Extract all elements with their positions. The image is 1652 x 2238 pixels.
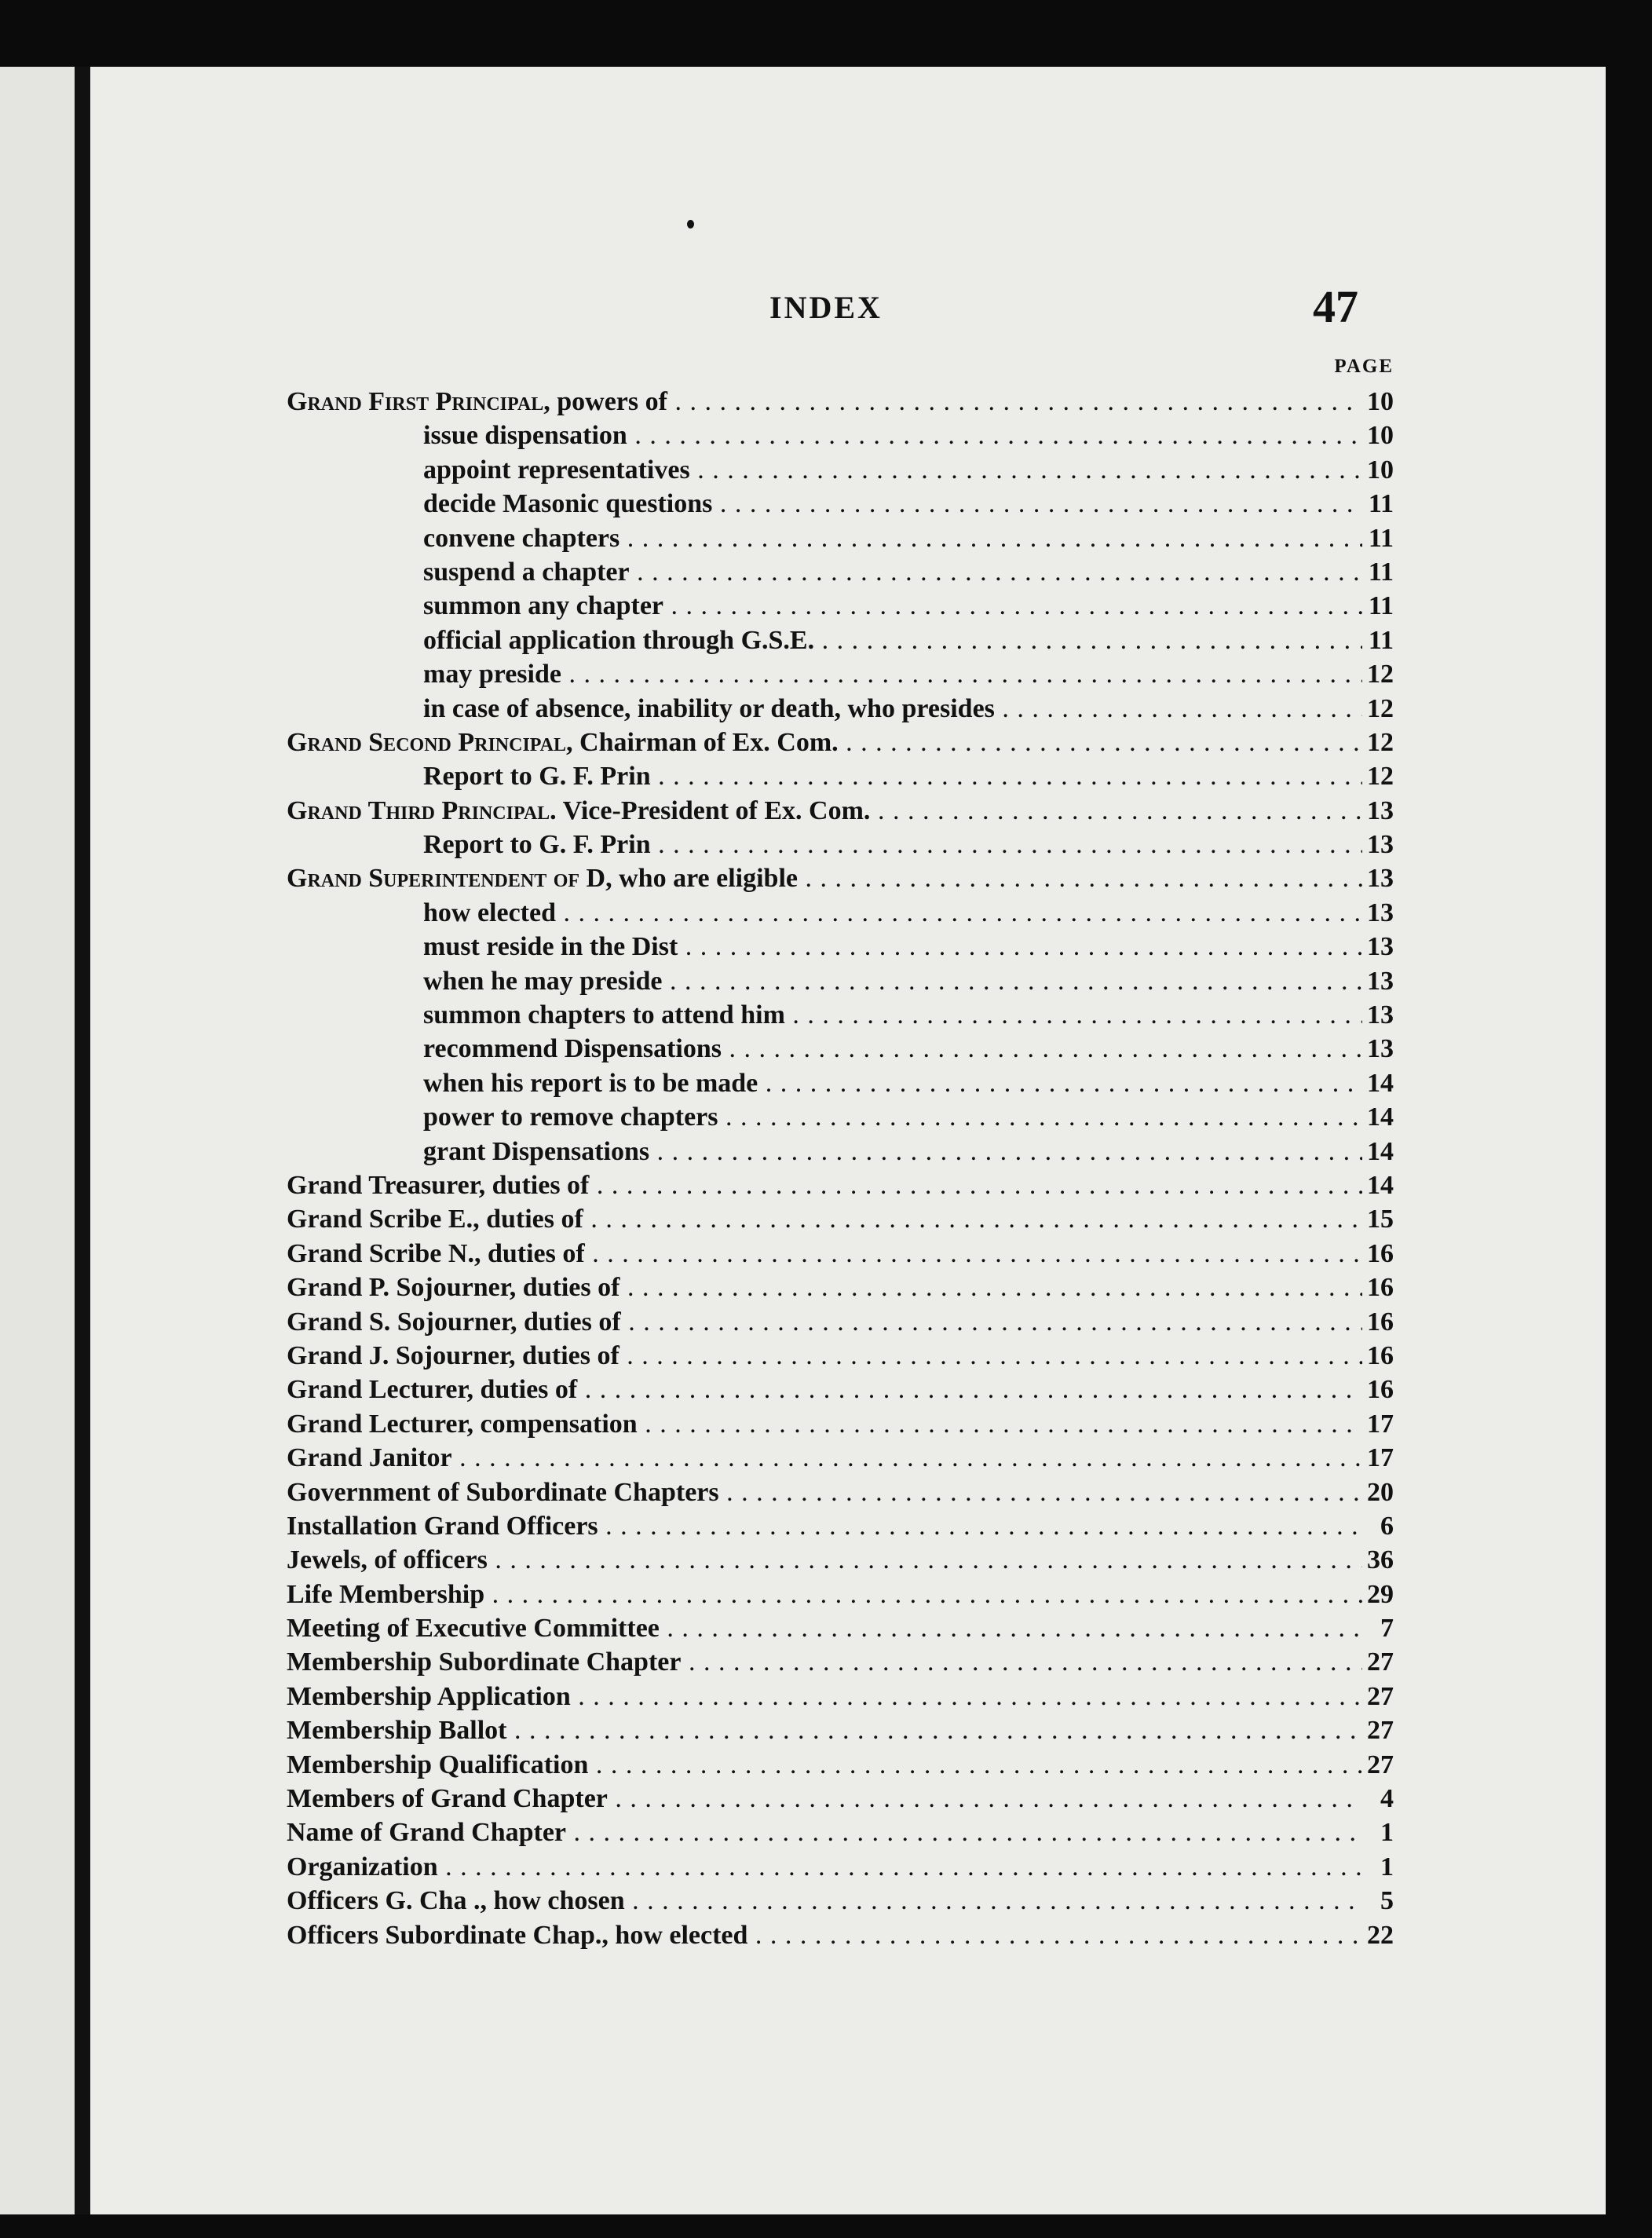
binding-shadow [75,67,90,2214]
index-entry [90,623,1606,657]
index-page-ref: 13 [1367,830,1394,860]
index-page-ref: 11 [1368,557,1394,587]
index-entry [90,1850,1606,1884]
index-page-ref: 11 [1368,625,1394,655]
facing-page-edge [0,67,75,2214]
index-page [90,67,1606,2214]
index-page-ref: 13 [1367,932,1394,962]
index-entry [90,930,1606,964]
index-entry-label: Grand P. Sojourner, duties of [287,1273,620,1303]
index-entry-label: Membership Application [287,1681,571,1711]
index-page-ref: 27 [1367,1681,1394,1711]
index-entry [90,1645,1606,1679]
index-page-ref: 11 [1368,489,1394,519]
index-subentry-text [423,692,1362,726]
index-subentry-text [423,419,1362,452]
index-entry [90,1305,1606,1339]
index-page-ref: 16 [1367,1340,1394,1370]
index-entry-text [287,794,1362,828]
index-entry [90,1509,1606,1543]
index-page-ref: 4 [1380,1784,1394,1814]
index-entry [90,794,1606,828]
index-heading: Grand Third Principal. [287,795,557,825]
index-entry-label: when his report is to be made [423,1068,758,1098]
index-entry [90,1066,1606,1100]
index-entry [90,555,1606,589]
index-entry-label: Name of Grand Chapter [287,1818,567,1848]
index-subentry-text [423,759,1362,793]
index-heading: Grand Superintendent of [287,864,580,894]
index-entry [90,453,1606,487]
index-entry-text [287,1339,1362,1373]
index-entry-label: Report to G. F. Prin [423,830,651,860]
index-entry-label: issue dispensation [423,421,627,451]
index-subentry-text [423,1032,1362,1066]
index-entry-label: Organization [287,1852,438,1881]
index-subentry-text [423,657,1362,691]
index-entry [90,521,1606,555]
ink-speck [687,220,694,229]
index-page-ref: 11 [1368,523,1394,553]
index-entry-text [287,861,1362,895]
index-entry-label: Membership Subordinate Chapter [287,1647,682,1677]
index-page-ref: 13 [1367,864,1394,894]
index-entry-label: how elected [423,898,557,927]
index-entry-text [287,1884,1362,1918]
index-entry-text [287,1782,1362,1816]
page-column-label: PAGE [1334,356,1394,377]
index-subentry-text [423,1066,1362,1100]
index-page-ref: 10 [1367,455,1394,485]
index-page-ref: 14 [1367,1136,1394,1166]
index-page-ref: 1 [1380,1852,1394,1881]
index-page-ref: 10 [1367,387,1394,416]
index-subentry-text [423,930,1362,964]
index-entry-label: Meeting of Executive Committee [287,1614,660,1644]
index-entry-text [287,1543,1362,1577]
index-page-ref: 12 [1367,762,1394,792]
index-entry-label: when he may preside [423,966,663,996]
index-subentry-text [423,1135,1362,1168]
index-entry-label: Members of Grand Chapter [287,1784,608,1814]
index-entry-label: Officers Subordinate Chap., how elected [287,1920,748,1950]
index-subentry-text [423,998,1362,1032]
index-entry [90,589,1606,623]
index-entry [90,1339,1606,1373]
index-entry-label: Grand Lecturer, duties of [287,1375,578,1405]
index-entry-text [287,1509,1362,1543]
index-entry-label: Jewels, of officers [287,1545,488,1575]
index-page-ref: 16 [1367,1375,1394,1405]
index-page-ref: 27 [1367,1716,1394,1746]
index-entry-label: Grand Scribe N., duties of [287,1238,585,1268]
index-page-ref: 22 [1367,1920,1394,1950]
index-entry-text [287,385,1362,419]
index-entry [90,1680,1606,1713]
index-entry-label: Report to G. F. Prin [423,762,651,792]
index-entry [90,1100,1606,1134]
index-entry-text [287,1305,1362,1339]
index-entry-label: Government of Subordinate Chapters [287,1477,719,1507]
index-entry-text [287,1168,1362,1202]
index-entry [90,1271,1606,1304]
index-entry-label: Grand S. Sojourner, duties of [287,1307,621,1337]
index-page-ref: 13 [1367,898,1394,927]
index-page-ref: 13 [1367,1034,1394,1064]
index-page-ref: 13 [1367,1000,1394,1030]
index-page-ref: 16 [1367,1238,1394,1268]
index-page-ref: 13 [1367,966,1394,996]
index-entry-label: Membership Qualification [287,1750,589,1779]
index-entry-label: convene chapters [423,523,620,553]
index-entry [90,896,1606,930]
index-page-ref: 1 [1380,1818,1394,1848]
index-entry-text [287,1713,1362,1747]
index-entry [90,964,1606,998]
index-entry-text [287,1816,1362,1849]
index-page-ref: 17 [1367,1443,1394,1473]
index-page-ref: 10 [1367,421,1394,451]
index-subentry-text [423,487,1362,521]
index-entry-label: summon chapters to attend him [423,1000,785,1030]
index-entry-label: D, who are eligible [579,864,799,894]
index-entry-label: power to remove chapters [423,1103,718,1132]
index-entry-label: summon any chapter [423,591,664,621]
index-entry [90,1918,1606,1952]
index-entry [90,1168,1606,1202]
index-page-ref: 16 [1367,1307,1394,1337]
index-page-ref: 27 [1367,1647,1394,1677]
index-entry-text [287,1578,1362,1611]
index-entry-label: Grand Janitor [287,1443,452,1473]
index-subentry-text [423,555,1362,589]
page-number: 47 [1313,281,1358,332]
index-subentry-text [423,896,1362,930]
index-entry-text [287,1407,1362,1441]
index-entry [90,828,1606,861]
index-entries [90,385,1606,1952]
index-entry-label: Grand Scribe E., duties of [287,1205,583,1234]
index-entry-label: Life Membership [287,1579,485,1609]
index-subentry-text [423,1100,1362,1134]
index-subentry-text [423,623,1362,657]
page-title: INDEX [769,290,883,325]
index-page-ref: 7 [1380,1614,1394,1644]
index-heading: Grand Second Principal, [287,727,573,757]
index-entry-label: recommend Dispensations [423,1034,722,1064]
index-entry [90,419,1606,452]
index-page-ref: 27 [1367,1750,1394,1779]
index-entry-text [287,1271,1362,1304]
index-subentry-text [423,964,1362,998]
index-page-ref: 11 [1368,591,1394,621]
index-page-ref: 29 [1367,1579,1394,1609]
index-entry [90,1816,1606,1849]
index-entry [90,385,1606,419]
index-entry-label: may preside [423,660,561,689]
index-page-ref: 15 [1367,1205,1394,1234]
index-entry-label: Installation Grand Officers [287,1511,598,1541]
index-entry-label: Officers G. Cha ., how chosen [287,1886,625,1916]
index-entry-label: Grand Treasurer, duties of [287,1170,590,1200]
index-entry-text [287,1441,1362,1475]
index-entry [90,759,1606,793]
index-subentry-text [423,521,1362,555]
index-page-ref: 14 [1367,1103,1394,1132]
index-entry [90,692,1606,726]
index-entry [90,1748,1606,1782]
index-entry [90,1202,1606,1236]
index-entry [90,861,1606,895]
index-entry-label: in case of absence, inability or death, who presides [423,693,995,723]
index-entry-text [287,1850,1362,1884]
index-page-ref: 16 [1367,1273,1394,1303]
index-entry-label: powers of [550,387,667,416]
index-page-ref: 12 [1367,660,1394,689]
index-entry [90,1884,1606,1918]
index-entry [90,487,1606,521]
index-page-ref: 5 [1380,1886,1394,1916]
index-entry-text [287,1918,1362,1952]
index-entry [90,1407,1606,1441]
index-entry [90,1782,1606,1816]
index-entry [90,1543,1606,1577]
index-entry-text [287,1748,1362,1782]
index-entry [90,1578,1606,1611]
index-page-ref: 12 [1367,693,1394,723]
index-entry [90,1373,1606,1406]
index-entry-text [287,726,1362,759]
index-entry-label: Membership Ballot [287,1716,507,1746]
index-heading: Grand First Principal, [287,387,550,416]
index-entry-label: Chairman of Ex. Com. [572,727,839,757]
index-entry [90,726,1606,759]
index-entry-label: Grand Lecturer, compensation [287,1409,638,1439]
index-page-ref: 36 [1367,1545,1394,1575]
index-page-ref: 14 [1367,1170,1394,1200]
index-subentry-text [423,453,1362,487]
index-subentry-text [423,589,1362,623]
index-entry [90,1713,1606,1747]
index-page-ref: 12 [1367,727,1394,757]
index-entry [90,657,1606,691]
index-page-ref: 6 [1380,1511,1394,1541]
index-entry-label: Vice-President of Ex. Com. [556,795,871,825]
index-page-ref: 17 [1367,1409,1394,1439]
index-entry-label: Grand J. Sojourner, duties of [287,1340,620,1370]
index-entry-text [287,1373,1362,1406]
index-entry-label: grant Dispensations [423,1136,650,1166]
index-entry-label: must reside in the Dist [423,932,678,962]
index-page-ref: 14 [1367,1068,1394,1098]
index-entry-text [287,1476,1362,1509]
index-entry [90,1135,1606,1168]
index-entry-text [287,1645,1362,1679]
index-entry-label: appoint representatives [423,455,690,485]
index-entry-label: suspend a chapter [423,557,630,587]
index-entry [90,1032,1606,1066]
index-page-ref: 13 [1367,795,1394,825]
index-entry [90,1237,1606,1271]
index-subentry-text [423,828,1362,861]
index-entry-text [287,1680,1362,1713]
index-entry-text [287,1611,1362,1645]
index-entry [90,1476,1606,1509]
index-entry-label: official application through G.S.E. [423,625,815,655]
index-page-ref: 20 [1367,1477,1394,1507]
index-entry [90,1611,1606,1645]
index-entry [90,1441,1606,1475]
index-entry-label: decide Masonic questions [423,489,713,519]
index-entry [90,998,1606,1032]
index-entry-text [287,1237,1362,1271]
index-entry-text [287,1202,1362,1236]
